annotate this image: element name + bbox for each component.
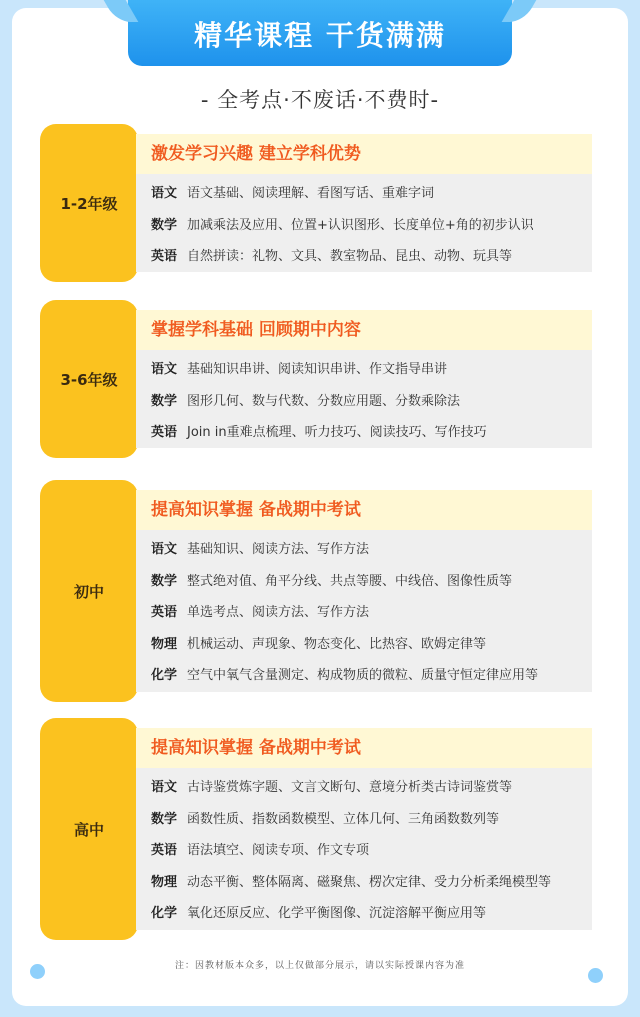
subject-content: 语文基础、阅读理解、看图写话、重难字词	[187, 186, 435, 201]
section-content	[136, 310, 592, 448]
subtitle: - 全考点·不废话·不费时-	[200, 88, 440, 112]
list-item	[151, 417, 592, 449]
section-content	[136, 728, 592, 930]
list-item	[151, 597, 592, 629]
section-heading: 激发学习兴趣 建立学科优势	[136, 134, 592, 174]
grade-tab: 1-2年级	[40, 124, 138, 282]
subject-label: 语文	[151, 542, 178, 557]
list-item	[151, 241, 592, 273]
subject-content: 基础知识、阅读方法、写作方法	[187, 542, 370, 557]
list-item	[151, 804, 592, 836]
subject-label: 数学	[151, 811, 178, 827]
subject-label: 英语	[151, 605, 178, 620]
subject-content: 空气中氧气含量测定、构成物质的微粒、质量守恒定律应用等	[187, 668, 539, 683]
subject-content: 自然拼读：礼物、文具、教室物品、昆虫、动物、玩具等	[187, 249, 513, 264]
page-title: 精华课程 干货满满	[194, 19, 446, 52]
subject-label: 化学	[151, 906, 178, 921]
list-item	[151, 178, 592, 210]
subject-label: 物理	[151, 874, 178, 890]
list-item	[151, 772, 592, 804]
grade-tab: 初中	[40, 480, 138, 702]
subject-content: 整式绝对值、角平分线、共点等腰、中线倍、图像性质等	[187, 573, 513, 589]
section-heading: 提高知识掌握 备战期中考试	[136, 728, 592, 768]
grade-tab: 3-6年级	[40, 300, 138, 458]
subject-label: 英语	[151, 425, 178, 440]
subject-label: 语文	[151, 362, 178, 377]
subject-label: 数学	[151, 217, 178, 233]
subject-label: 数学	[151, 393, 178, 409]
list-item	[151, 867, 592, 899]
subject-label: 化学	[151, 668, 178, 683]
section-senior-high	[40, 718, 596, 940]
section-content	[136, 134, 592, 272]
list-item	[151, 898, 592, 930]
subject-content: 图形几何、数与代数、分数应用题、分数乘除法	[187, 393, 461, 409]
subject-content: 古诗鉴赏炼字题、文言文断句、意境分析类古诗词鉴赏等	[187, 780, 513, 795]
section-heading: 提高知识掌握 备战期中考试	[136, 490, 592, 530]
list-item	[151, 534, 592, 566]
subject-label: 语文	[151, 780, 178, 795]
list-item	[151, 354, 592, 386]
section-grade-3-6	[40, 300, 596, 458]
subject-content: 机械运动、声现象、物态变化、比热容、欧姆定律等	[187, 636, 487, 652]
section-grade-1-2	[40, 124, 596, 282]
subject-content: 基础知识串讲、阅读知识串讲、作文指导串讲	[187, 362, 448, 377]
subject-content: 单选考点、阅读方法、写作方法	[187, 605, 370, 620]
subject-label: 物理	[151, 636, 178, 652]
subject-label: 数学	[151, 573, 178, 589]
list-item	[151, 210, 592, 242]
list-item	[151, 566, 592, 598]
section-heading: 掌握学科基础 回顾期中内容	[136, 310, 592, 350]
subject-content: 加减乘法及应用、位置+认识图形、长度单位+角的初步认识	[187, 217, 534, 233]
subject-label: 英语	[151, 249, 178, 264]
subject-label: 语文	[151, 186, 178, 201]
grade-tab: 高中	[40, 718, 138, 940]
subject-content: 函数性质、指数函数模型、立体几何、三角函数数列等	[187, 811, 500, 827]
subject-content: Join in重难点梳理、听力技巧、阅读技巧、写作技巧	[187, 425, 487, 440]
subject-content: 氧化还原反应、化学平衡图像、沉淀溶解平衡应用等	[187, 906, 487, 921]
subject-label: 英语	[151, 843, 178, 858]
section-content	[136, 490, 592, 692]
subject-content: 动态平衡、整体隔离、磁聚焦、楞次定律、受力分析柔绳模型等	[187, 874, 552, 890]
section-junior-high	[40, 480, 596, 702]
subject-content: 语法填空、阅读专项、作文专项	[187, 843, 370, 858]
list-item	[151, 629, 592, 661]
footnote: 注：因教材版本众多，以上仅做部分展示，请以实际授课内容为准	[174, 961, 465, 971]
title-banner	[128, 0, 512, 66]
list-item	[151, 386, 592, 418]
list-item	[151, 660, 592, 692]
list-item	[151, 835, 592, 867]
